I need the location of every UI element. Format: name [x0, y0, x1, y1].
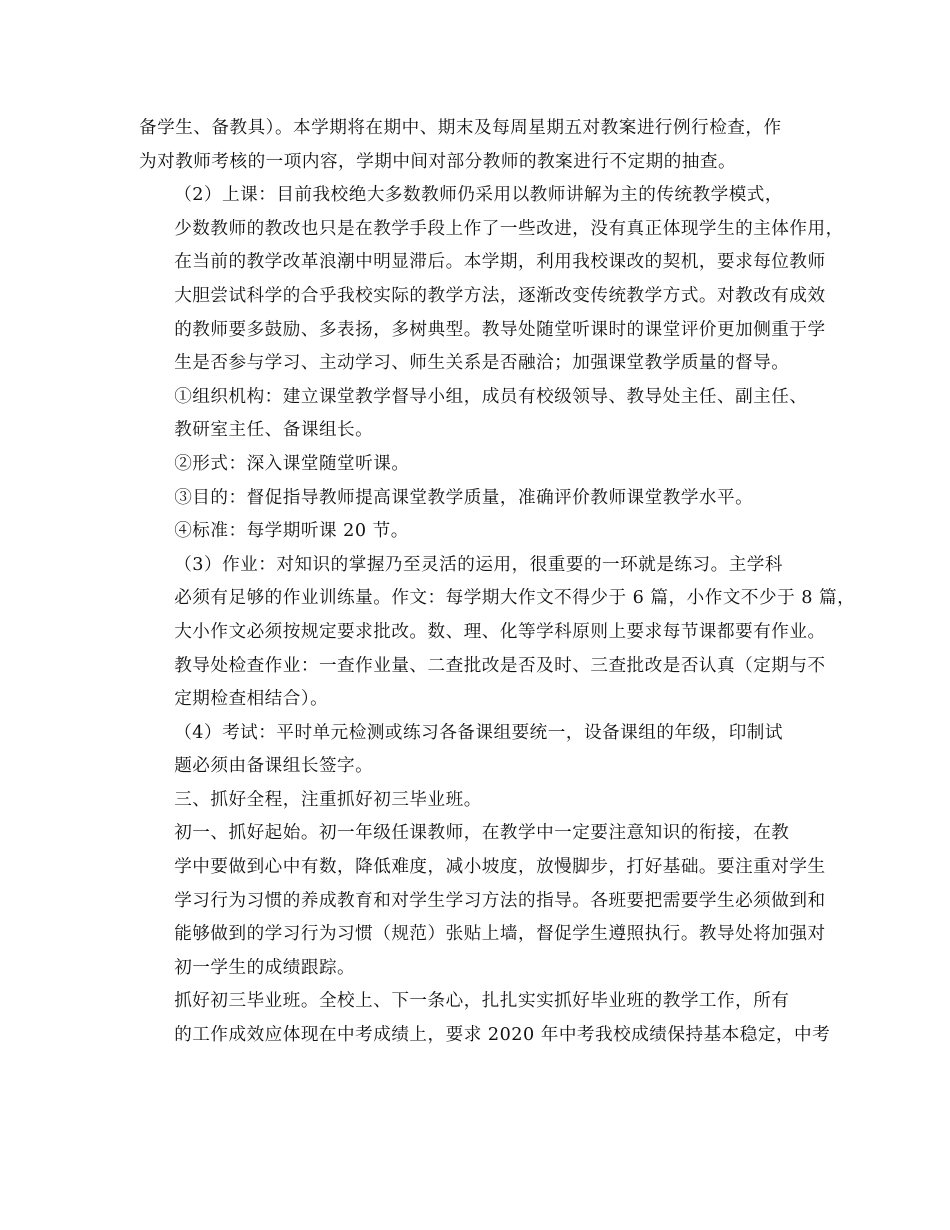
text-line: 三、抓好全程，注重抓好初三毕业班。 — [174, 789, 482, 810]
paragraph — [139, 112, 829, 179]
text-line: （3）作业：对知识的掌握乃至灵活的运用，很重要的一环就是练习。主学科 — [174, 554, 783, 575]
paragraph — [139, 448, 829, 482]
paragraph — [139, 179, 844, 381]
paragraph — [139, 817, 829, 985]
text-line: 学中要做到心中有数，降低难度，减小坡度，放慢脚步，打好基础。要注重对学生 — [174, 857, 826, 878]
paragraph — [139, 381, 829, 448]
paragraph — [139, 515, 829, 549]
text-line: （4）考试：平时单元检测或练习各备课组要统一，设备课组的年级，印制试 — [174, 722, 783, 743]
text-line: ④标准：每学期听课 20 节。 — [174, 521, 409, 542]
text-line: 定期检查相结合）。 — [174, 689, 329, 710]
text-line: 的工作成效应体现在中考成绩上，要求 2020 年中考我校成绩保持基本稳定，中考 — [174, 1025, 831, 1046]
text-line: 在当前的教学改革浪潮中明显滞后。本学期，利用我校课改的契机，要求每位教师 — [174, 252, 826, 273]
text-line: 大胆尝试科学的合乎我校实际的教学方法，逐渐改变传统教学方式。对教改有成效 — [174, 285, 826, 306]
text-line: 学习行为习惯的养成教育和对学生学习方法的指导。各班要把需要学生必须做到和 — [174, 890, 826, 911]
text-line: 备学生、备教具）。本学期将在期中、期末及每周星期五对教案进行例行检查，作 — [139, 118, 782, 138]
paragraph — [139, 985, 829, 1052]
text-line: 教研室主任、备课组长。 — [174, 420, 374, 441]
text-line: 大小作文必须按规定要求批改。数、理、化等学科原则上要求每节课都要有作业。 — [174, 621, 826, 642]
text-line: 生是否参与学习、主动学习、师生关系是否融洽；加强课堂教学质量的督导。 — [174, 353, 790, 374]
paragraph — [139, 482, 829, 516]
text-line: 必须有足够的作业训练量。作文：每学期大作文不得少于 6 篇，小作文不少于 8 篇， — [174, 588, 856, 609]
paragraph — [139, 549, 856, 717]
text-line: 教导处检查作业：一查作业量、二查批改是否及时、三查批改是否认真（定期与不 — [174, 655, 826, 676]
paragraph — [139, 717, 829, 784]
text-line: ①组织机构：建立课堂教学督导小组，成员有校级领导、教导处主任、副主任、 — [174, 386, 808, 407]
text-line: 能够做到的学习行为习惯（规范）张贴上墙，督促学生遵照执行。教导处将加强对 — [174, 924, 826, 945]
text-line: 初一学生的成绩跟踪。 — [174, 957, 356, 978]
document-body — [139, 112, 856, 1053]
paragraph — [139, 784, 829, 818]
text-line: 少数教师的教改也只是在教学手段上作了一些改进，没有真正体现学生的主体作用， — [174, 218, 844, 239]
text-line: 为对教师考核的一项内容，学期中间对部分教师的教案进行不定期的抽查。 — [139, 151, 737, 172]
text-line: 抓好初三毕业班。全校上、下一条心，扎扎实实抓好毕业班的教学工作，所有 — [174, 991, 790, 1012]
text-line: （2）上课：目前我校绝大多数教师仍采用以教师讲解为主的传统教学模式， — [174, 185, 783, 206]
text-line: ②形式：深入课堂随堂听课。 — [174, 453, 410, 474]
text-line: 题必须由备课组长签字。 — [174, 756, 374, 777]
text-line: 初一、抓好起始。初一年级任课教师，在教学中一定要注意知识的衔接，在教 — [174, 823, 790, 844]
text-line: ③目的：督促指导教师提高课堂教学质量，准确评价教师课堂教学水平。 — [174, 487, 754, 508]
text-line: 的教师要多鼓励、多表扬，多树典型。教导处随堂听课时的课堂评价更加侧重于学 — [174, 319, 826, 340]
